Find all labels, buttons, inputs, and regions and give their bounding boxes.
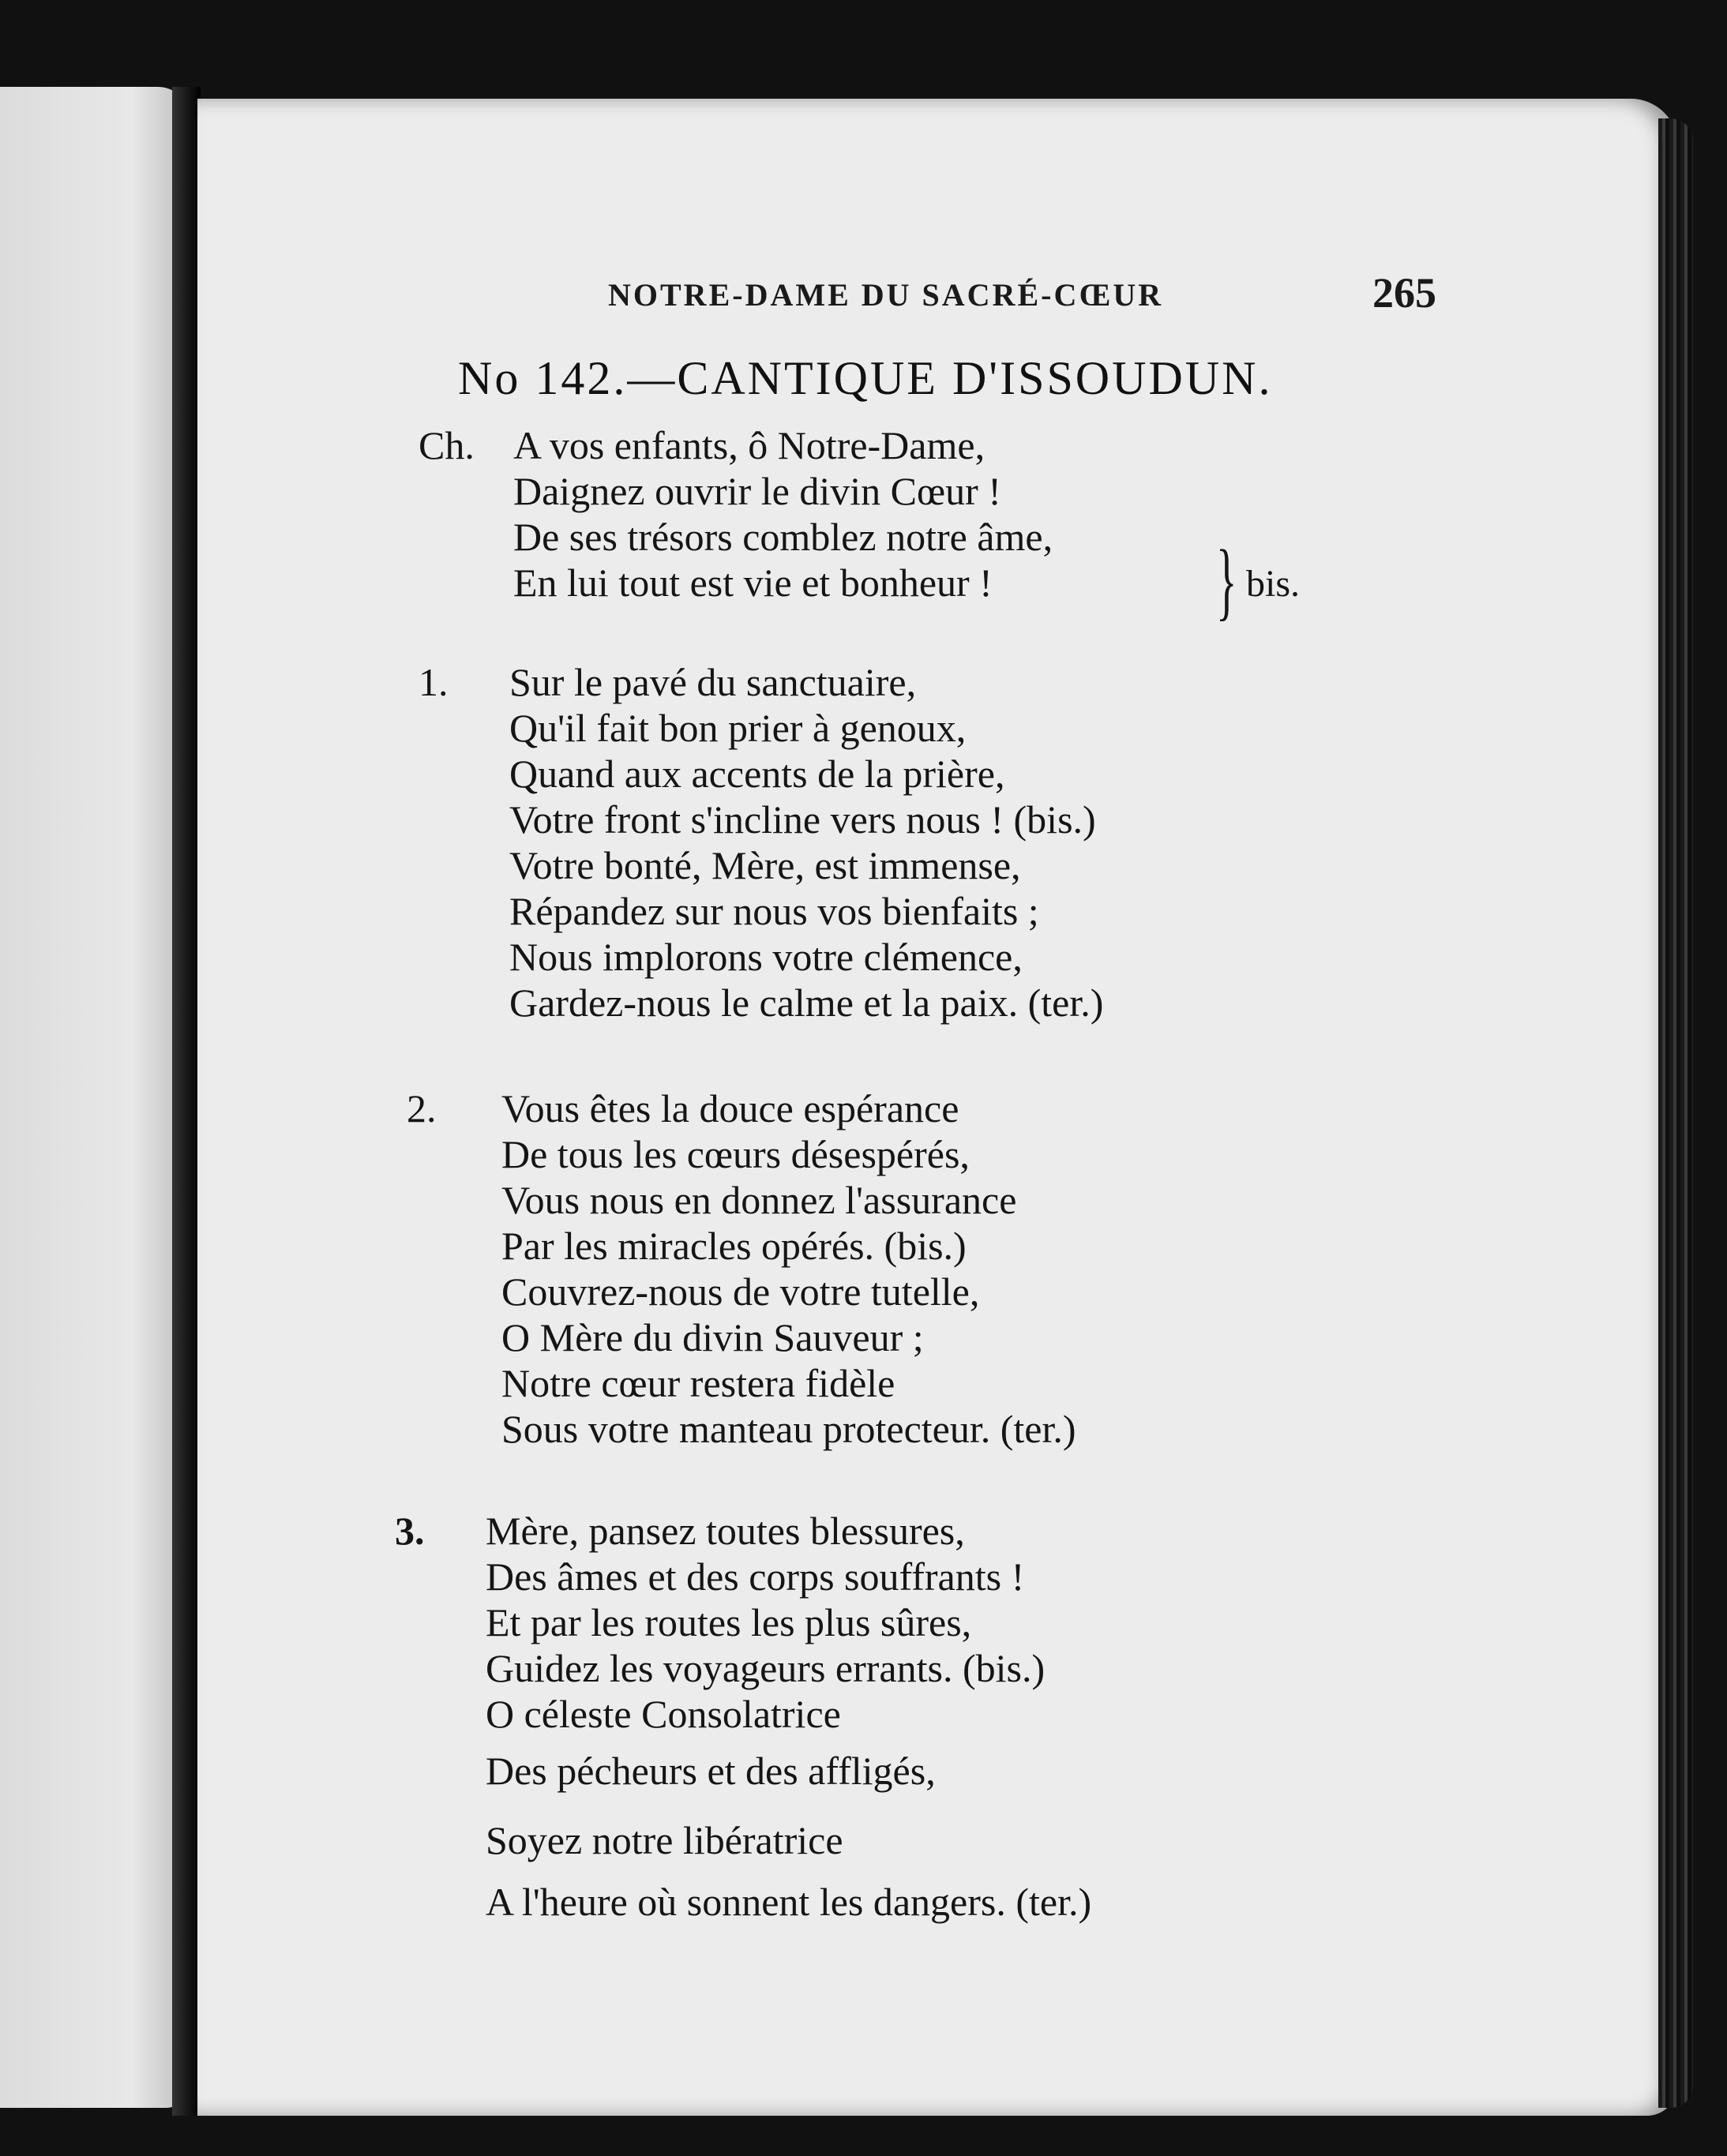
previous-page xyxy=(0,87,190,2108)
verse-line: Soyez notre libératrice xyxy=(486,1818,843,1862)
verse-line: Sur le pavé du sanctuaire, xyxy=(509,660,917,704)
hymn-title: No 142.—CANTIQUE D'ISSOUDUN. xyxy=(458,352,1273,404)
verse-line: Guidez les voyageurs errants. (bis.) xyxy=(486,1646,1046,1690)
stanza-number: 1. xyxy=(419,660,449,704)
verse-line: Quand aux accents de la prière, xyxy=(509,752,1005,796)
running-head: NOTRE-DAME DU SACRÉ-CŒUR xyxy=(608,277,1164,313)
verse-line: Et par les routes les plus sûres, xyxy=(486,1600,972,1644)
verse-line: Par les miracles opérés. (bis.) xyxy=(501,1224,967,1268)
verse-line: Gardez-nous le calme et la paix. (ter.) xyxy=(509,981,1104,1025)
stanza-number: 2. xyxy=(407,1086,437,1130)
verse-line: Qu'il fait bon prier à genoux, xyxy=(509,706,967,750)
verse-line: Notre cœur restera fidèle xyxy=(501,1361,895,1405)
page-gutter xyxy=(172,87,201,2116)
verse-line: Votre bonté, Mère, est immense, xyxy=(509,843,1021,887)
verse-line: A l'heure où sonnent les dangers. (ter.) xyxy=(486,1880,1092,1924)
verse-line: Couvrez-nous de votre tutelle, xyxy=(501,1269,980,1314)
verse-line: De tous les cœurs désespérés, xyxy=(501,1132,970,1176)
verse-line: Mère, pansez toutes blessures, xyxy=(486,1509,965,1553)
verse-line: Vous êtes la douce espérance xyxy=(501,1086,959,1130)
page-number: 265 xyxy=(1372,269,1436,317)
chorus-marker: Ch. xyxy=(419,423,475,467)
verse-line: O Mère du divin Sauveur ; xyxy=(501,1315,924,1359)
verse-line: Nous implorons votre clémence, xyxy=(509,935,1023,979)
verse-line: Répandez sur nous vos bienfaits ; xyxy=(509,889,1039,933)
verse-line: O céleste Consolatrice xyxy=(486,1692,841,1736)
chorus-line: De ses trésors comblez notre âme, xyxy=(513,515,1053,559)
chorus-repeat-label: bis. xyxy=(1246,563,1301,605)
chorus-line: Daignez ouvrir le divin Cœur ! xyxy=(513,469,1001,513)
chorus-line: En lui tout est vie et bonheur ! xyxy=(513,561,993,605)
verse-line: Votre front s'incline vers nous ! (bis.) xyxy=(509,797,1096,842)
page-edges xyxy=(1658,118,1694,2108)
verse-line: Sous votre manteau protecteur. (ter.) xyxy=(501,1407,1076,1451)
repeat-brace: } xyxy=(1216,532,1237,628)
verse-line: Vous nous en donnez l'assurance xyxy=(501,1178,1017,1222)
stanza-number: 3. xyxy=(395,1509,425,1553)
verse-line: Des pécheurs et des affligés, xyxy=(486,1749,936,1793)
verse-line: Des âmes et des corps souffrants ! xyxy=(486,1554,1025,1599)
chorus-line: A vos enfants, ô Notre-Dame, xyxy=(513,423,986,467)
